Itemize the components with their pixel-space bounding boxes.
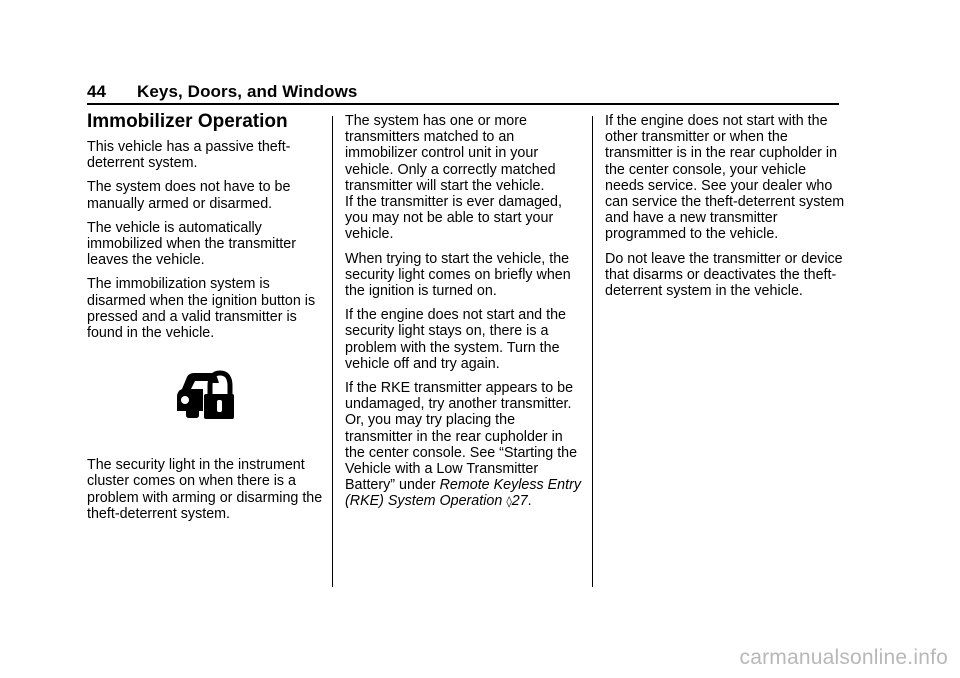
paragraph: When trying to start the vehicle, the security light comes on briefly when the ignition is turned on. <box>345 250 571 300</box>
column-1 <box>87 111 327 530</box>
page-ref-arrow-icon: ◊ <box>506 495 512 509</box>
paragraph: This vehicle has a passive theft-deterrent system. <box>87 139 291 172</box>
paragraph: The system does not have to be manually armed or disarmed. <box>87 179 291 212</box>
paragraph <box>345 380 585 511</box>
paragraph: The security light in the instrument cluster comes on when there is a problem with arming or disarming the theft-deterrent system. <box>87 457 323 522</box>
security-light-figure <box>87 349 327 457</box>
section-title: Immobilizer Operation <box>87 111 288 132</box>
paragraph-end: . <box>527 493 532 510</box>
chapter-title: Keys, Doors, and Windows <box>137 82 358 101</box>
paragraph: The system has one or more transmitters matched to an immobilizer control unit in your vehicle. Only a correctly matched transmitter will start the vehicle. <box>345 113 556 194</box>
paragraph-text: If the RKE transmitter appears to be undamaged, try another transmitter. Or, you may try placing the transmitter in the rear cupholder in the center console. See “Starting the Vehicle with a Low Transmitter Battery” under <box>345 380 578 494</box>
cross-reference-link[interactable]: Remote Keyless Entry (RKE) System Operation <box>345 477 582 510</box>
watermark-text: carmanualsonline.info <box>739 646 948 669</box>
column-divider-1 <box>332 116 333 587</box>
paragraph: The vehicle is automatically immobilized when the transmitter leaves the vehicle. <box>87 219 296 269</box>
column-3 <box>605 113 845 307</box>
paragraph: If the engine does not start and the security light stays on, there is a problem with the system. Turn the vehicle off and try again. <box>345 307 566 372</box>
paragraph: If the engine does not start with the other transmitter or when the transmitter is in the rear cupholder in the center console, your vehicle needs service. See your dealer who can service the theft-deterrent system and have a new transmitter programmed to the vehicle. <box>605 113 845 243</box>
security-light-icon <box>173 367 235 421</box>
page-number: 44 <box>87 82 107 101</box>
page-header <box>87 82 357 102</box>
paragraph: If the transmitter is ever damaged, you may not be able to start your vehicle. <box>345 194 562 243</box>
header-rule <box>87 103 839 105</box>
paragraph: Do not leave the transmitter or device that disarms or deactivates the theft-deterrent system in the vehicle. <box>605 250 843 300</box>
column-2 <box>345 113 585 519</box>
column-divider-2 <box>592 116 593 587</box>
paragraph: The immobilization system is disarmed when the ignition button is pressed and a valid transmitter is found in the vehicle. <box>87 276 316 342</box>
page-ref-number[interactable]: 27 <box>511 493 528 510</box>
